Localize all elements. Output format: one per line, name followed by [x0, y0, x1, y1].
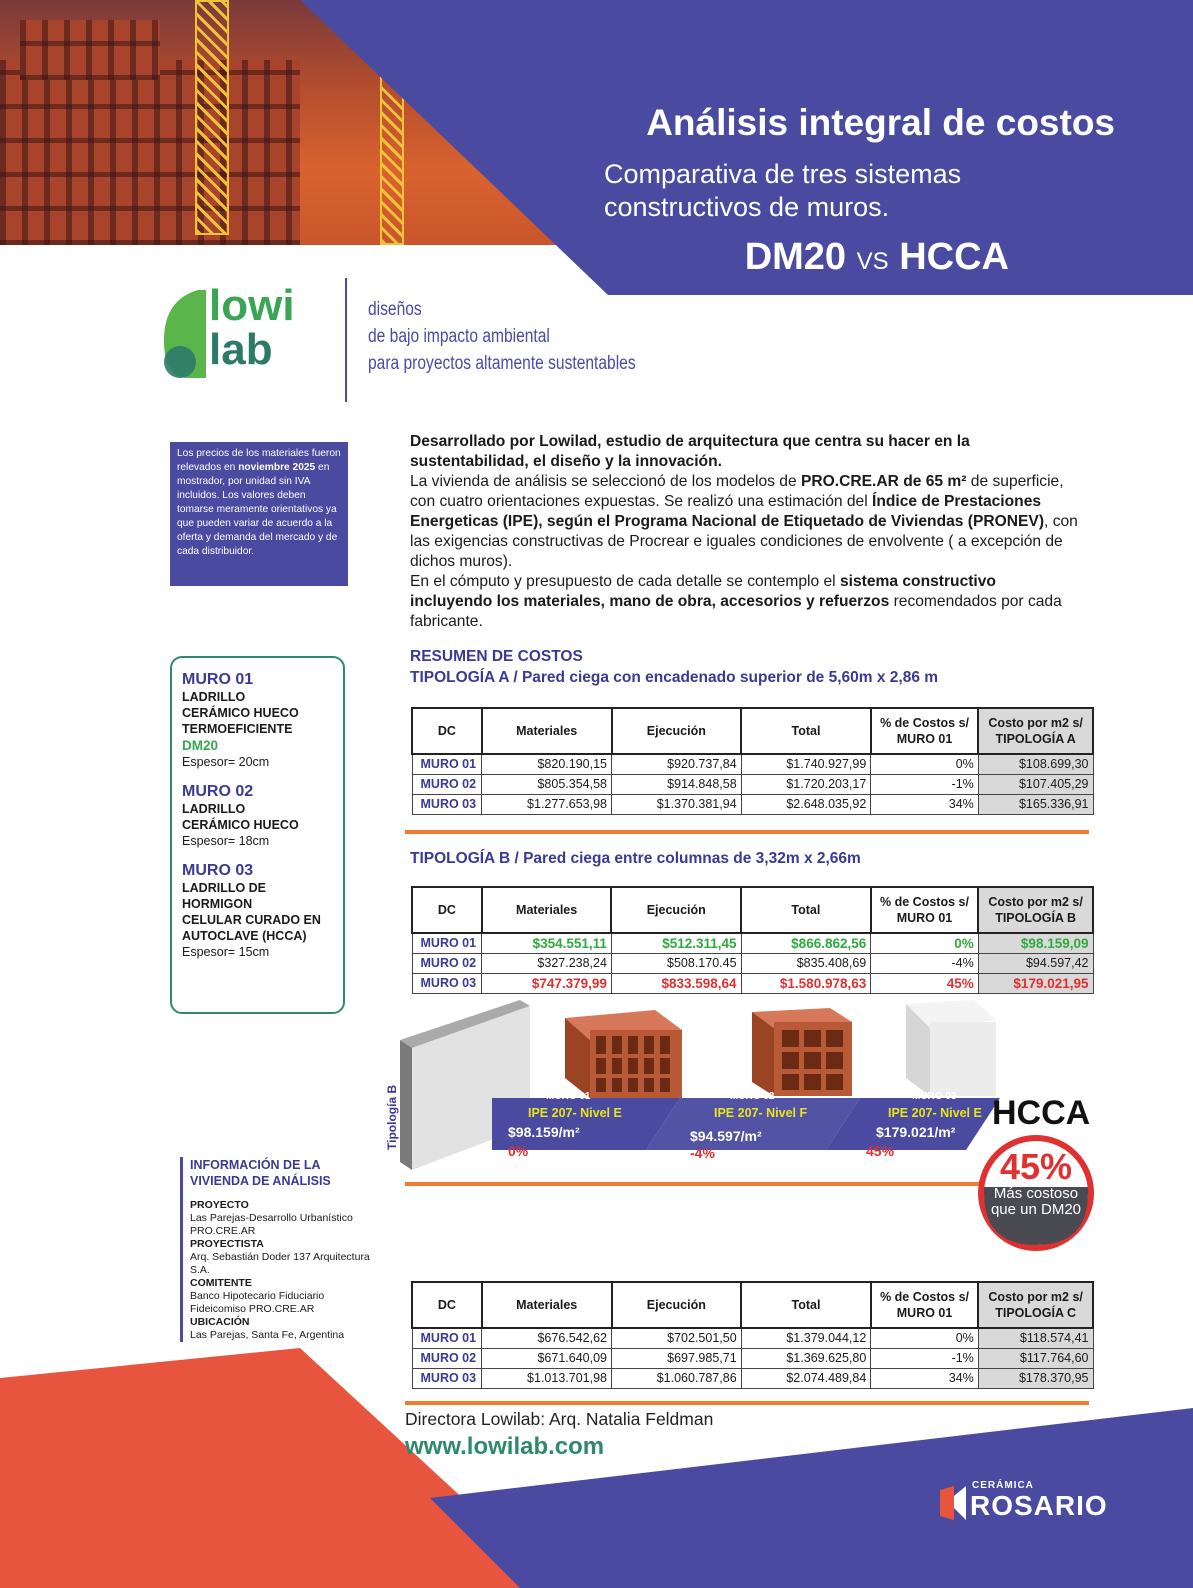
table-cell: -1%: [871, 774, 978, 794]
graphic-side-label: Tipología B: [385, 1084, 399, 1150]
column-header: % de Costos s/ MURO 01: [871, 708, 978, 754]
table-row: [412, 1328, 1093, 1348]
graphic-label-muro-03: MURO 03: [912, 1091, 957, 1102]
column-header: Ejecución: [612, 1282, 742, 1328]
pct-muro-03: 45%: [866, 1143, 895, 1159]
row-label: MURO 03: [412, 973, 482, 993]
row-label: MURO 01: [412, 754, 482, 774]
brand-prefix: CERÁMICA: [972, 1480, 1034, 1491]
table-row: [412, 953, 1093, 973]
column-header: Costo por m2 s/ TIPOLOGÍA A: [978, 708, 1093, 754]
logo-tagline: [368, 296, 636, 377]
table-cell: $747.379,99: [482, 973, 612, 993]
intro-bold: sistema constructivo incluyendo los materiales, mano de obra, accesorios y refuerzos: [410, 573, 996, 610]
row-label: MURO 02: [412, 953, 482, 973]
intro-text: recomendados por cada fabricante.: [410, 593, 1062, 630]
intro-text: La vivienda de análisis se seleccionó de los modelos de: [410, 473, 801, 490]
table-cell: $107.405,29: [978, 774, 1093, 794]
column-header: % de Costos s/ MURO 01: [871, 887, 978, 933]
table-cell: $671.640,09: [482, 1348, 612, 1368]
price-muro-03: $179.021/m²: [876, 1124, 956, 1140]
table-cell: $702.501,50: [612, 1328, 742, 1348]
logo-divider: [345, 278, 347, 402]
hcca-block-icon: [906, 1000, 996, 1096]
table-cell: $117.764,60: [978, 1348, 1093, 1368]
table-cell: 45%: [871, 973, 978, 993]
badge-text: Más costoso que un DM20: [990, 1185, 1082, 1218]
comparison-title: [745, 236, 1009, 279]
price-note: [170, 442, 348, 586]
table-row: [412, 933, 1093, 953]
table-cell: $833.598,64: [611, 973, 741, 993]
table-header-row: [412, 708, 1093, 754]
table-cell: 0%: [871, 933, 978, 953]
column-header: Costo por m2 s/ TIPOLOGÍA C: [978, 1282, 1093, 1328]
rosario-logo-icon: [940, 1486, 966, 1520]
table-cell: $508.170.45: [611, 953, 741, 973]
info-value: Banco Hipotecario Fiduciario Fideicomiso PRO.CRE.AR: [190, 1290, 325, 1315]
column-header: Materiales: [482, 1282, 612, 1328]
table-cell: 0%: [871, 754, 978, 774]
table-cell: $1.277.653,98: [482, 794, 612, 814]
muros-legend: [170, 656, 345, 1014]
graphic-label-muro-02: MURO 02: [730, 1091, 775, 1102]
info-value: Arq. Sebastián Doder 137 Arquitectura S.A.: [190, 1251, 370, 1276]
hcca-label: HCCA: [992, 1094, 1091, 1132]
row-label: MURO 02: [412, 774, 482, 794]
tipologia-a-heading: TIPOLOGÍA A / Pared ciega con encadenado superior de 5,60m x 2,86 m: [410, 669, 939, 686]
section-rule: [405, 1182, 985, 1186]
muro-desc: TERMOEFICIENTE: [182, 722, 293, 736]
brand-name: ROSARIO: [970, 1490, 1108, 1521]
column-header: Materiales: [482, 887, 612, 933]
ipe-muro-01: IPE 207- Nivel E: [528, 1106, 622, 1120]
price-muro-01: $98.159/m²: [508, 1124, 580, 1140]
vs-right: HCCA: [899, 236, 1009, 278]
info-label: PROYECTISTA: [190, 1238, 264, 1250]
logo-word-2: lab: [209, 325, 273, 374]
row-label: MURO 02: [412, 1348, 482, 1368]
table-row: [412, 973, 1093, 993]
pct-muro-01: 0%: [508, 1143, 529, 1159]
directora-credit: Directora Lowilab: Arq. Natalia Feldman: [405, 1409, 714, 1429]
row-label: MURO 03: [412, 1368, 482, 1388]
ipe-muro-03: IPE 207- Nivel E: [888, 1106, 982, 1120]
vivienda-info: [180, 1157, 380, 1342]
table-cell: $2.648.035,92: [741, 794, 871, 814]
intro-text: , con las exigencias constructivas de Procrear e iguales condiciones de envolvente ( a excepción de dichos muros).: [410, 513, 1078, 570]
intro-lead: Desarrollado por Lowilad, estudio de arquitectura que centra su hacer en la sustentabilidad, el diseño y la innovación.: [410, 433, 970, 470]
muro-01-legend: [182, 670, 333, 770]
muro-tag: DM20: [182, 738, 219, 753]
muro-desc: CERÁMICO HUECO: [182, 706, 299, 720]
table-cell: $512.311,45: [611, 933, 741, 953]
column-header: Costo por m2 s/ TIPOLOGÍA B: [978, 887, 1093, 933]
table-cell: $805.354,58: [482, 774, 612, 794]
table-cell: $118.574,41: [978, 1328, 1093, 1348]
row-label: MURO 01: [412, 1328, 482, 1348]
table-cell: $354.551,11: [482, 933, 612, 953]
muro-title: MURO 01: [182, 671, 254, 688]
table-cell: $2.074.489,84: [741, 1368, 871, 1388]
column-header: Total: [741, 1282, 871, 1328]
section-rule: [405, 830, 1089, 834]
page-subtitle: [604, 158, 961, 224]
table-cell: 34%: [871, 1368, 978, 1388]
table-cell: $165.336,91: [978, 794, 1093, 814]
tipologia-a-table: [411, 707, 1094, 815]
summary-heading: RESUMEN DE COSTOS: [410, 648, 583, 665]
tipologia-b-table: [411, 886, 1094, 994]
column-header: DC: [412, 1282, 482, 1328]
table-cell: 0%: [871, 1328, 978, 1348]
column-header: DC: [412, 708, 482, 754]
row-label: MURO 03: [412, 794, 482, 814]
info-value: Las Parejas, Santa Fe, Argentina: [190, 1329, 345, 1341]
muro-title: MURO 02: [182, 783, 254, 800]
info-heading: INFORMACIÓN DE LA VIVIENDA DE ANÁLISIS: [190, 1158, 331, 1188]
tagline-line-3: para proyectos altamente sustentables: [368, 353, 636, 374]
info-label: COMITENTE: [190, 1277, 252, 1289]
column-header: Ejecución: [612, 708, 742, 754]
table-cell: $1.580.978,63: [741, 973, 871, 993]
table-cell: 34%: [871, 794, 978, 814]
table-row: [412, 794, 1093, 814]
table-cell: $1.379.044,12: [741, 1328, 871, 1348]
subtitle-line-1: Comparativa de tres sistemas: [604, 159, 962, 189]
price-note-text-2: en mostrador, por unidad sin IVA incluidos. Los valores deben tomarse meramente orientativos ya que pueden variar de acuerdo a la oferta y demanda del mercado y de cada distribuidor.: [177, 462, 338, 557]
brick-muro-02-icon: [752, 1008, 852, 1096]
price-note-text-1: Los precios de los materiales fueron relevados en: [177, 448, 341, 473]
price-muro-02: $94.597/m²: [690, 1128, 762, 1144]
table-cell: $1.013.701,98: [482, 1368, 612, 1388]
table-cell: $327.238,24: [482, 953, 612, 973]
column-header: Total: [741, 887, 871, 933]
tagline-line-2: de bajo impacto ambiental: [368, 326, 550, 347]
table-cell: $920.737,84: [612, 754, 742, 774]
vs-word: VS: [856, 248, 889, 275]
column-header: Total: [741, 708, 871, 754]
header-band: [0, 0, 1193, 310]
column-header: % de Costos s/ MURO 01: [871, 1282, 978, 1328]
table-row: [412, 774, 1093, 794]
tipologia-b-heading: TIPOLOGÍA B / Pared ciega entre columnas de 3,32m x 2,66m: [410, 850, 861, 867]
table-cell: $1.740.927,99: [741, 754, 871, 774]
footer-band: [0, 1348, 1193, 1588]
table-cell: $1.060.787,86: [612, 1368, 742, 1388]
intro-text: En el cómputo y presupuesto de cada detalle se contemplo el: [410, 573, 840, 590]
muro-desc: CERÁMICO HUECO: [182, 818, 299, 832]
table-cell: -4%: [871, 953, 978, 973]
info-label: PROYECTO: [190, 1199, 249, 1211]
table-row: [412, 754, 1093, 774]
graphic-label-muro-01: MURO 01: [546, 1091, 591, 1102]
table-cell: -1%: [871, 1348, 978, 1368]
muro-espesor: Espesor= 15cm: [182, 945, 270, 959]
muro-desc: AUTOCLAVE (HCCA): [182, 929, 307, 943]
badge-percent: 45%: [999, 1146, 1073, 1187]
table-cell: $697.985,71: [612, 1348, 742, 1368]
muro-espesor: Espesor= 18cm: [182, 834, 270, 848]
table-cell: $820.190,15: [482, 754, 612, 774]
muro-desc: CELULAR CURADO EN: [182, 913, 321, 927]
table-cell: $1.369.625,80: [741, 1348, 871, 1368]
muro-espesor: Espesor= 20cm: [182, 755, 270, 769]
table-cell: $94.597,42: [978, 953, 1093, 973]
table-header-row: [412, 1282, 1093, 1328]
column-header: DC: [412, 887, 482, 933]
website-link[interactable]: www.lowilab.com: [405, 1433, 605, 1460]
table-cell: $98.159,09: [978, 933, 1093, 953]
column-header: Materiales: [482, 708, 612, 754]
table-cell: $108.699,30: [978, 754, 1093, 774]
table-cell: $866.862,56: [741, 933, 871, 953]
muro-desc: LADRILLO: [182, 690, 246, 704]
intro-bold: PRO.CRE.AR de 65 m²: [800, 473, 971, 490]
vs-left: DM20: [744, 236, 847, 278]
table-cell: $914.848,58: [612, 774, 742, 794]
ipe-muro-02: IPE 207- Nivel F: [714, 1106, 808, 1120]
muro-desc: LADRILLO: [182, 802, 246, 816]
muro-title: MURO 03: [182, 862, 254, 879]
logo-wordmark: [209, 281, 295, 374]
info-label: UBICACIÓN: [190, 1316, 250, 1328]
price-note-date: noviembre 2025: [238, 462, 316, 473]
logo-word-1: lowi: [209, 281, 295, 330]
brick-muro-01-icon: [565, 1010, 682, 1098]
table-header-row: [412, 887, 1093, 933]
pct-muro-02: -4%: [690, 1145, 715, 1161]
intro-bold: Índice de Prestaciones Energeticas (IPE), según el Programa Nacional de Etiquetado de Viviendas (PRONEV): [410, 493, 1045, 530]
intro-paragraph: [410, 432, 1080, 632]
column-header: Ejecución: [611, 887, 741, 933]
page-title: Análisis integral de costos: [646, 102, 1115, 143]
row-label: MURO 01: [412, 933, 482, 953]
muro-02-legend: [182, 782, 333, 849]
table-cell: $1.720.203,17: [741, 774, 871, 794]
info-value: Las Parejas-Desarrollo Urbanístico PRO.CRE.AR: [190, 1212, 353, 1237]
intro-text: de superficie, con cuatro orientaciones expuestas. Se realizó una estimación del: [410, 473, 1064, 510]
table-cell: $1.370.381,94: [612, 794, 742, 814]
table-cell: $835.408,69: [741, 953, 871, 973]
muro-03-legend: [182, 861, 333, 960]
subtitle-line-2: constructivos de muros.: [604, 192, 890, 222]
table-cell: $179.021,95: [978, 973, 1093, 993]
table-cell: $676.542,62: [482, 1328, 612, 1348]
muro-desc: LADRILLO DE HORMIGON: [182, 881, 267, 911]
table-cell: $178.370,95: [978, 1368, 1093, 1388]
tagline-line-1: diseños: [368, 299, 422, 320]
